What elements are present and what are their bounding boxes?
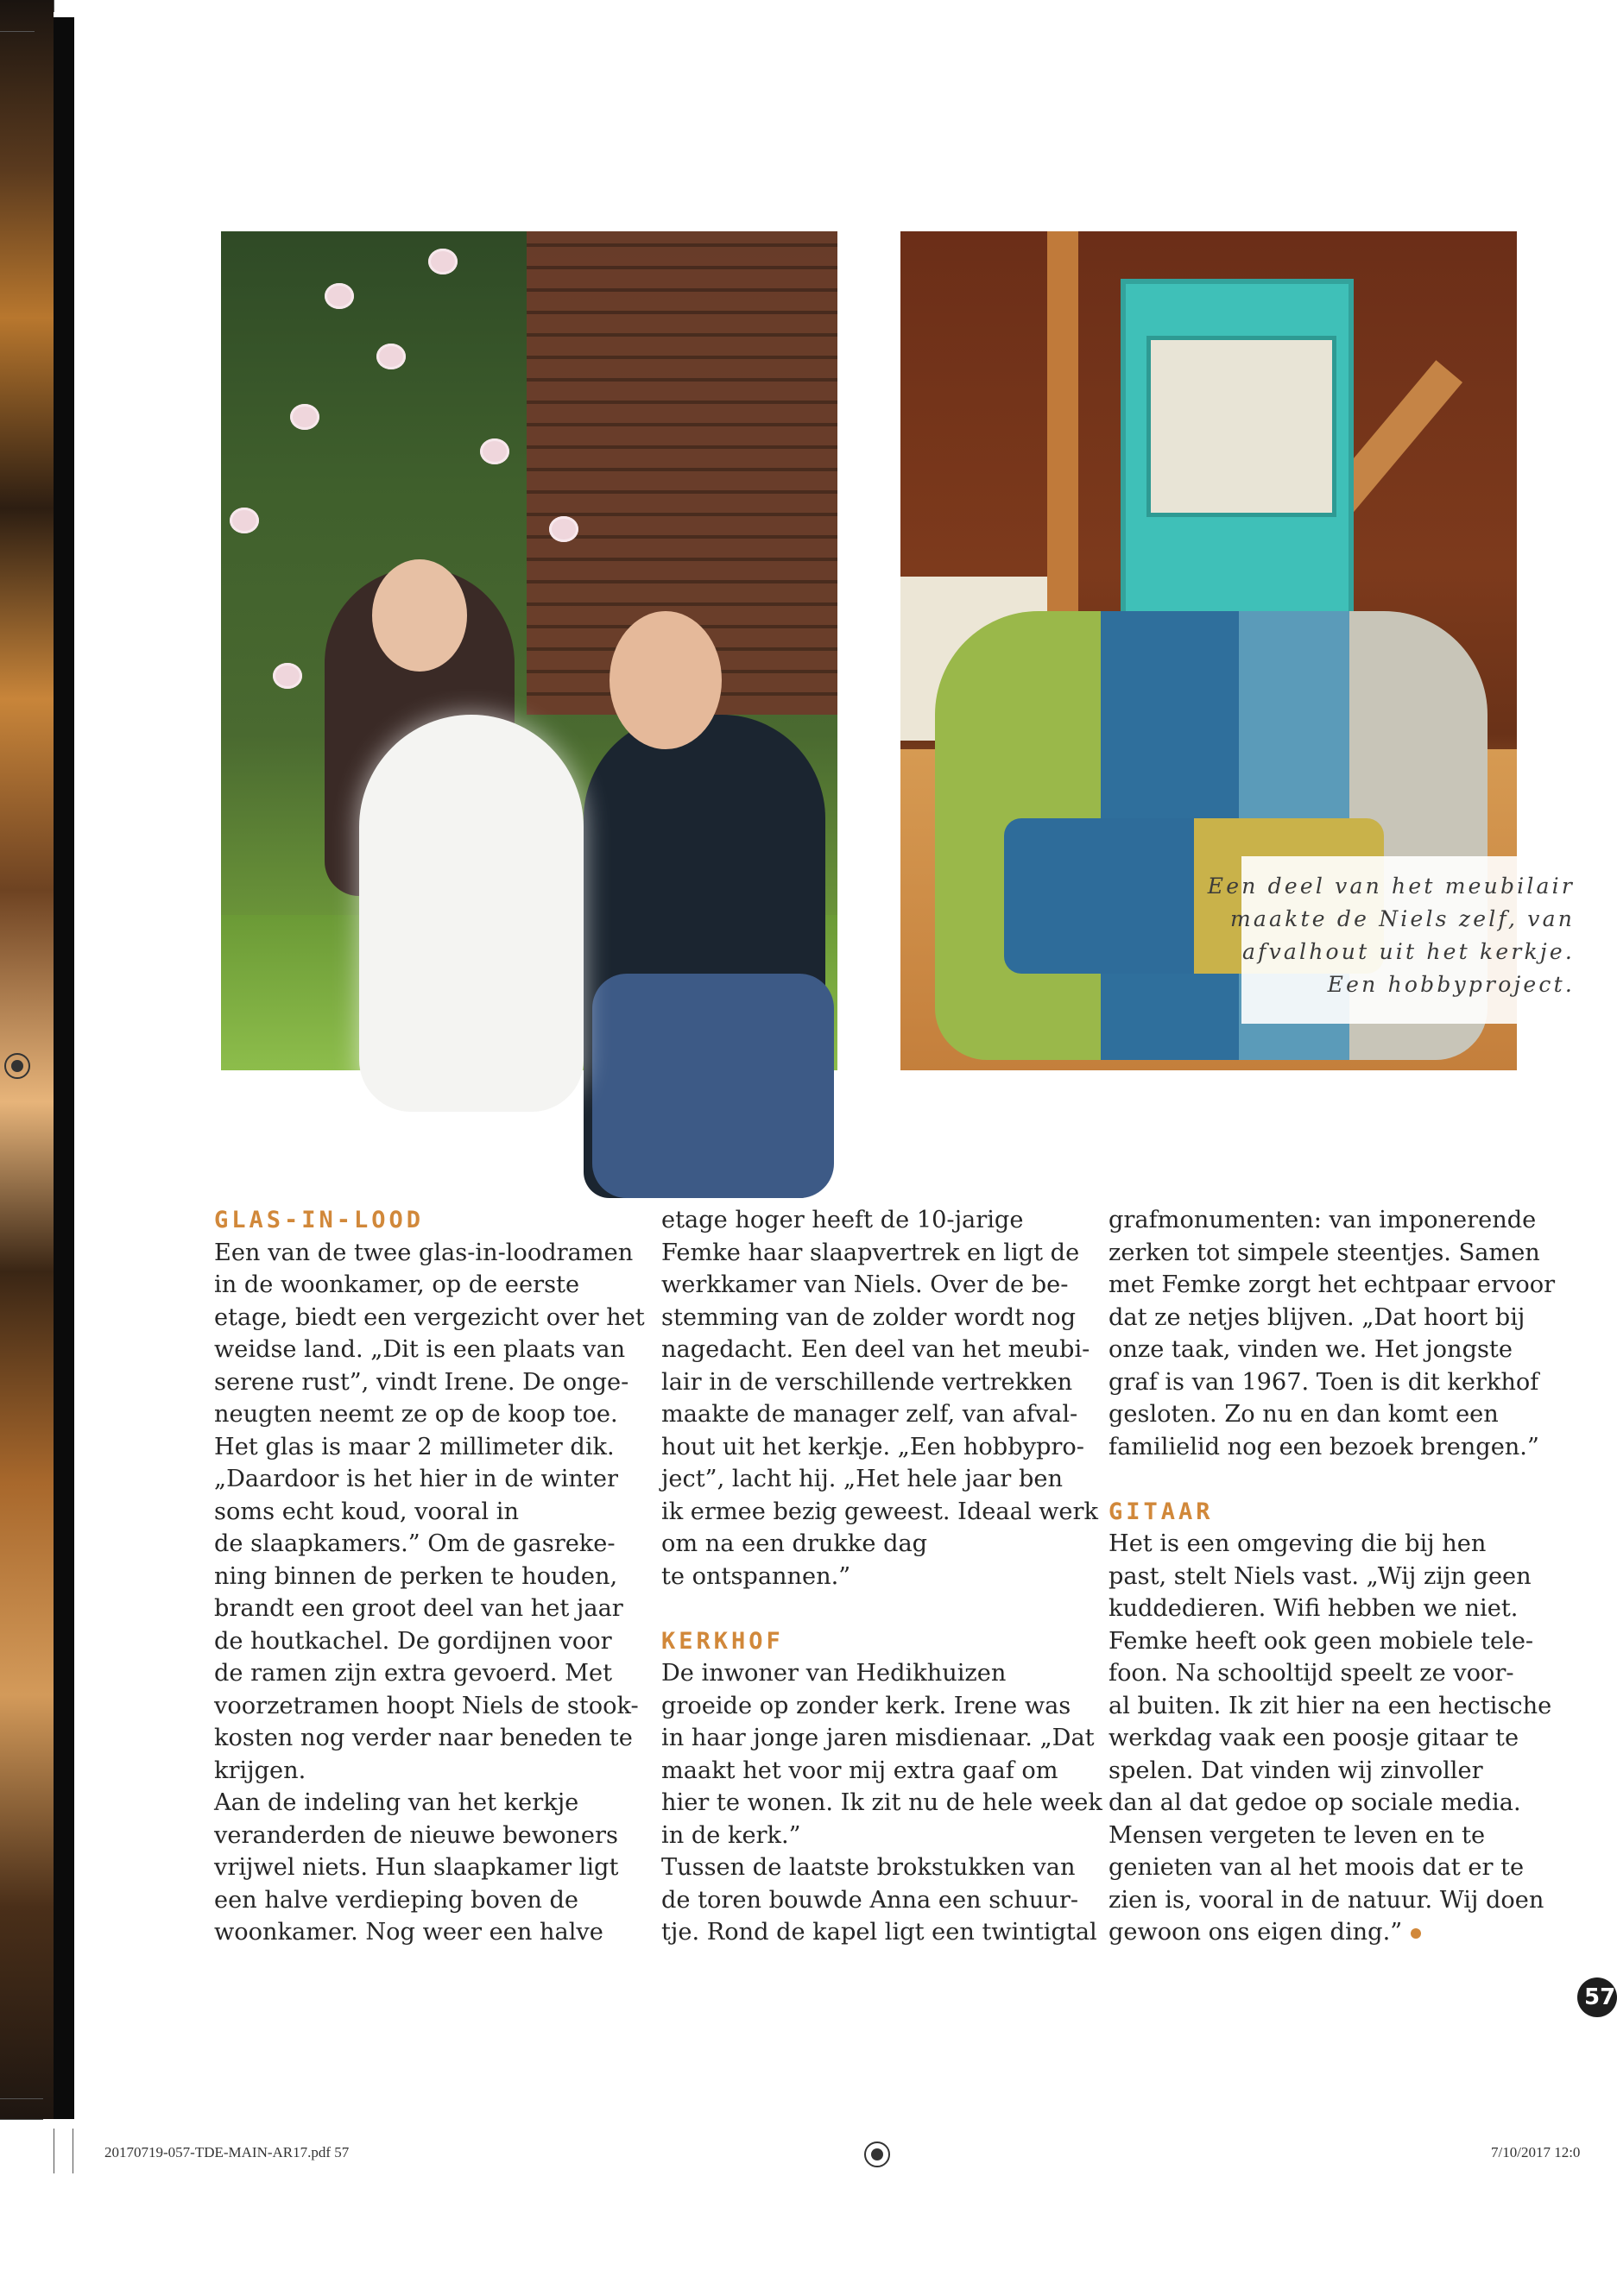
rose: [376, 344, 406, 369]
rose: [428, 249, 458, 274]
text-line: maakt het voor mij extra gaaf om: [661, 1757, 1058, 1784]
text-line: hout uit het kerkje. „Een hobbypro-: [661, 1433, 1084, 1460]
text-line: etage hoger heeft de 10-jarige: [661, 1207, 1024, 1233]
woman-head: [372, 559, 467, 672]
text-line: genieten van al het moois dat er te: [1109, 1854, 1525, 1881]
photo-couple-with-dog: [221, 231, 837, 1070]
text-line: krijgen.: [214, 1757, 306, 1784]
jeans: [592, 974, 834, 1198]
text-line: zerken tot simpele steentjes. Samen: [1109, 1239, 1540, 1266]
text-line: in de kerk.”: [661, 1821, 801, 1849]
text-line: de toren bouwde Anna een schuur-: [661, 1886, 1079, 1914]
end-mark-icon: [1411, 1928, 1421, 1939]
caption-line: afvalhout uit het kerkje.: [1242, 939, 1575, 964]
rose: [480, 438, 509, 464]
text-line: spelen. Dat vinden wij zinvoller: [1109, 1757, 1483, 1784]
rose: [549, 516, 578, 542]
text-line: onze taak, vinden we. Het jongste: [1109, 1336, 1513, 1363]
text-line: lair in de verschillende vertrekken: [661, 1368, 1073, 1396]
text-line: dan al dat gedoe op sociale media.: [1109, 1789, 1521, 1816]
caption-line: Een hobbyproject.: [1327, 972, 1575, 997]
text-line: ject”, lacht hij. „Het hele jaar ben: [661, 1466, 1063, 1492]
text-line: gewoon ons eigen ding.”: [1109, 1916, 1514, 1949]
text-line: etage, biedt een vergezicht over het: [214, 1303, 645, 1331]
text-line: in de woonkamer, op de eerste: [214, 1271, 580, 1298]
text-line: neugten neemt ze op de koop toe.: [214, 1401, 618, 1428]
caption-line: maakte de Niels zelf, van: [1230, 906, 1575, 931]
text-line: een halve verdieping boven de: [214, 1886, 578, 1914]
photo-caption: [1207, 856, 1593, 1024]
article-column-1: [214, 1204, 645, 1949]
text-line: tje. Rond de kapel ligt een twintigtal: [661, 1919, 1097, 1946]
text-line: voorzetramen hoopt Niels de stook-: [214, 1692, 639, 1719]
text-line: met Femke zorgt het echtpaar ervoor: [1109, 1271, 1556, 1298]
text-line: nagedacht. Een deel van het meubi-: [661, 1336, 1090, 1363]
text-line: Het glas is maar 2 millimeter dik.: [214, 1433, 615, 1460]
article-column-3: [1109, 1204, 1556, 1949]
text-line: Een van de twee glas-in-loodramen: [214, 1239, 634, 1266]
rose: [325, 283, 354, 309]
section-heading-gitaar: GITAAR: [1109, 1498, 1214, 1525]
man-head: [610, 611, 722, 749]
text-line: ik ermee bezig geweest. Ideaal werk: [661, 1498, 1098, 1525]
text-line: woonkamer. Nog weer een halve: [214, 1919, 603, 1946]
text-line: kosten nog verder naar beneden te: [214, 1725, 633, 1751]
text-line: werkdag vaak een poosje gitaar te: [1109, 1725, 1519, 1751]
text-line: in haar jonge jaren misdienaar. „Dat: [661, 1725, 1095, 1751]
text-line: al buiten. Ik zit hier na een hectische: [1109, 1692, 1552, 1719]
text-line: werkkamer van Niels. Over de be-: [661, 1271, 1069, 1298]
text-line: groeide op zonder kerk. Irene was: [661, 1692, 1071, 1719]
text-line: Aan de indeling van het kerkje: [214, 1789, 579, 1816]
text-line: veranderden de nieuwe bewoners: [214, 1821, 618, 1849]
text-line: stemming van de zolder wordt nog: [661, 1303, 1077, 1331]
article-column-2: [661, 1204, 1102, 1949]
text-line: Femke haar slaapvertrek en ligt de: [661, 1239, 1080, 1266]
footer-date: 7/10/2017 12:0: [1491, 2144, 1581, 2160]
text-line: Tussen de laatste brokstukken van: [661, 1854, 1076, 1881]
text-line: te ontspannen.”: [661, 1562, 851, 1590]
registration-mark-icon: [4, 1053, 30, 1079]
rose: [230, 508, 259, 533]
paragraph-gap: [661, 1593, 1067, 1625]
paragraph-gap: [1109, 1463, 1514, 1496]
text-line: kuddedieren. Wifi hebben we niet.: [1109, 1595, 1519, 1622]
text-line: serene rust”, vindt Irene. De onge-: [214, 1368, 629, 1396]
text-line: hier te wonen. Ik zit nu de hele week: [661, 1789, 1102, 1816]
page-number: 57: [1577, 1977, 1617, 2017]
text-line: de slaapkamers.” Om de gasreke-: [214, 1530, 616, 1557]
text-line: de ramen zijn extra gevoerd. Met: [214, 1660, 613, 1687]
text-line: familielid nog een bezoek brengen.”: [1109, 1433, 1539, 1460]
crop-mark: [0, 31, 35, 32]
text-line: de houtkachel. De gordijnen voor: [214, 1627, 612, 1655]
text-line: gesloten. Zo nu en dan komt een: [1109, 1401, 1499, 1428]
text-line: De inwoner van Hedikhuizen: [661, 1660, 1007, 1687]
caption-line: Een deel van het meubilair: [1207, 874, 1575, 899]
text-line: Femke heeft ook geen mobiele tele-: [1109, 1627, 1534, 1655]
text-line: om na een drukke dag: [661, 1530, 928, 1557]
rose: [290, 404, 319, 430]
cabinet-glass: [1146, 336, 1336, 517]
text-line: weidse land. „Dit is een plaats van: [214, 1336, 626, 1363]
registration-mark-icon: [864, 2141, 890, 2167]
text-line: graf is van 1967. Toen is dit kerkhof: [1109, 1368, 1539, 1396]
text-line: maakte de manager zelf, van afval-: [661, 1401, 1078, 1428]
white-dog: [359, 715, 584, 1112]
text-line: soms echt koud, vooral in: [214, 1498, 519, 1525]
text-line: brandt een groot deel van het jaar: [214, 1595, 623, 1622]
section-heading-kerkhof: KERKHOF: [661, 1627, 784, 1655]
rose: [273, 663, 302, 689]
section-heading-glas-in-lood: GLAS-IN-LOOD: [214, 1207, 425, 1233]
text-line: „Daardoor is het hier in de winter: [214, 1466, 618, 1492]
text-line: ning binnen de perken te houden,: [214, 1562, 618, 1590]
text-line: zien is, vooral in de natuur. Wij doen: [1109, 1886, 1544, 1914]
text-line: grafmonumenten: van imponerende: [1109, 1207, 1537, 1233]
text-line: foon. Na schooltijd speelt ze voor-: [1109, 1660, 1514, 1687]
text-line: dat ze netjes blijven. „Dat hoort bij: [1109, 1303, 1525, 1331]
crop-mark: [0, 2098, 43, 2099]
text-line: past, stelt Niels vast. „Wij zijn geen: [1109, 1562, 1532, 1590]
text-line: Mensen vergeten te leven en te: [1109, 1821, 1486, 1849]
footer-filename: 20170719-057-TDE-MAIN-AR17.pdf 57: [104, 2144, 350, 2160]
text-line: Het is een omgeving die bij hen: [1109, 1530, 1487, 1557]
text-line: vrijwel niets. Hun slaapkamer ligt: [214, 1854, 619, 1881]
crop-mark: [0, 2119, 43, 2120]
bleed-edge: [54, 17, 74, 2119]
